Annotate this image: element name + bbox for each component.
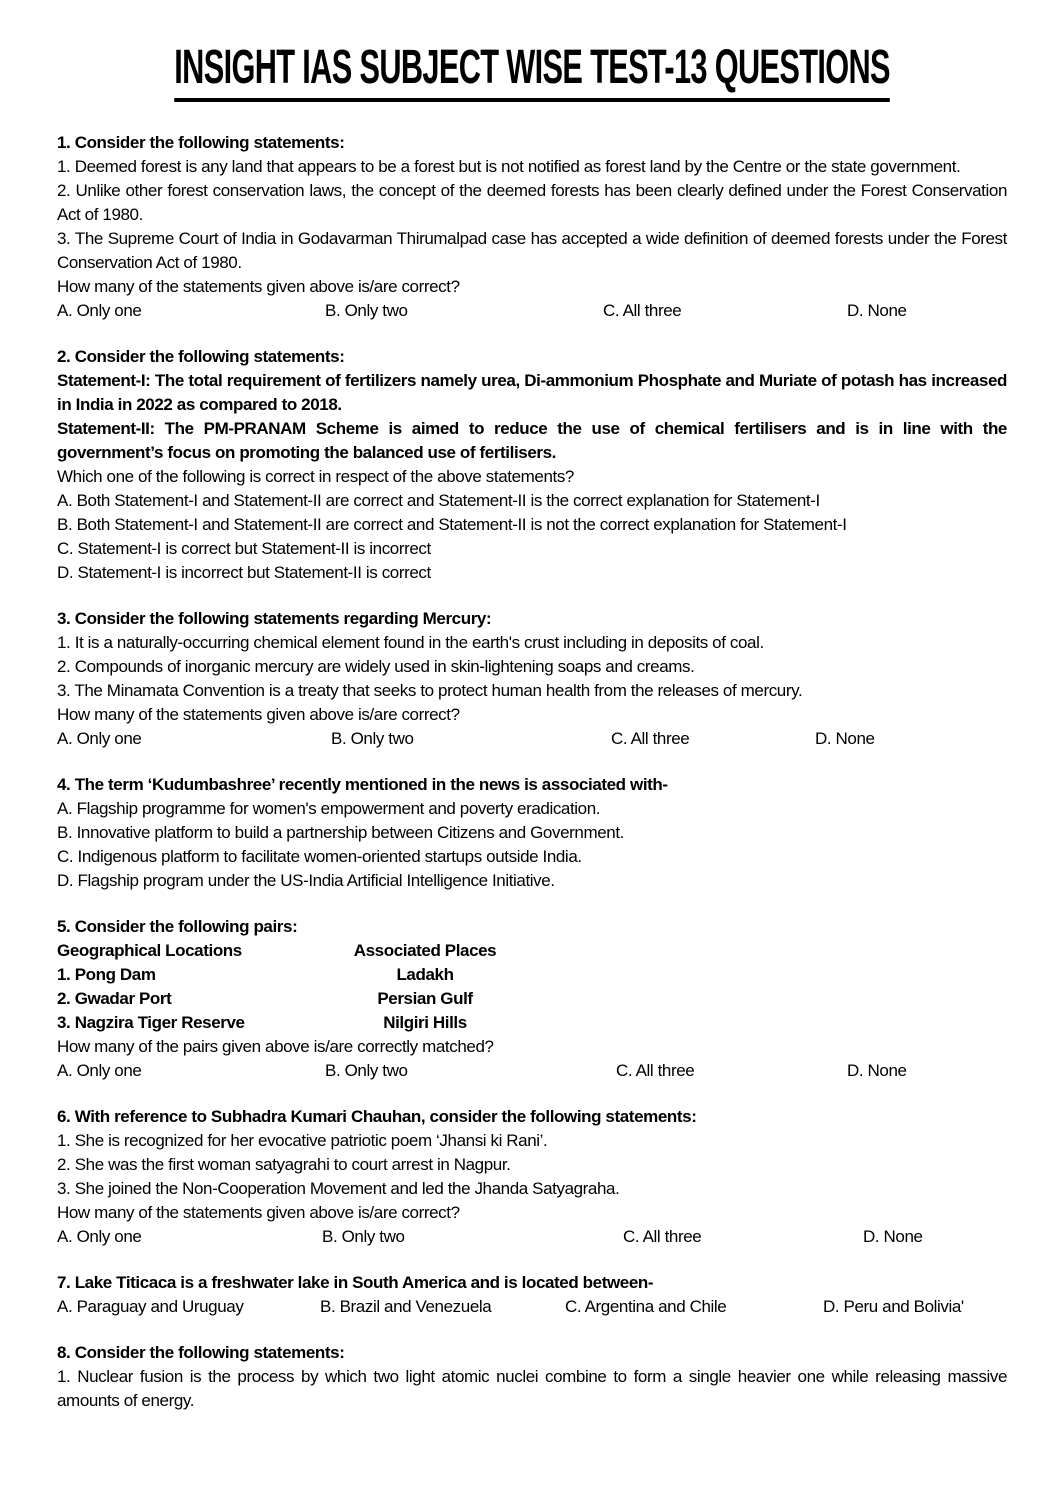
document-title: INSIGHT IAS SUBJECT WISE TEST-13 QUESTIONS (174, 44, 890, 102)
question-8 (57, 1341, 1007, 1413)
option-c: C. Argentina and Chile (565, 1297, 727, 1316)
option-a: A. Only one (57, 1227, 142, 1246)
statement: 1. Nuclear fusion is the process by which two light atomic nuclei combine to form a single heavier one while releasing massive amounts of energy. (57, 1367, 1007, 1410)
option-d: D. None (847, 1061, 907, 1080)
pair-left: 2. Gwadar Port (57, 989, 172, 1008)
pair-right: Persian Gulf (377, 989, 473, 1008)
option-b: B. Only two (325, 301, 408, 320)
question-3 (57, 607, 1007, 751)
option-a: A. Only one (57, 729, 142, 748)
statement: 3. She joined the Non-Cooperation Movement and led the Jhanda Satyagraha. (57, 1179, 620, 1198)
pair-right: Ladakh (396, 965, 454, 984)
option-d: D. Flagship program under the US-India Artificial Intelligence Initiative. (57, 871, 555, 890)
option-c: C. All three (623, 1227, 702, 1246)
pairs-header-row (57, 939, 1007, 963)
question-7 (57, 1271, 1007, 1319)
title-container (57, 41, 1007, 102)
pairs-row (57, 1011, 1007, 1035)
question-heading: 6. With reference to Subhadra Kumari Chauhan, consider the following statements: (57, 1107, 697, 1126)
question-heading: 1. Consider the following statements: (57, 133, 345, 152)
option-d: D. None (847, 301, 907, 320)
option-d: D. None (815, 729, 875, 748)
options-row (57, 299, 1007, 323)
question-heading: 7. Lake Titicaca is a freshwater lake in South America and is located between- (57, 1273, 654, 1292)
question-5 (57, 915, 1007, 1083)
statement: 3. The Supreme Court of India in Godavarman Thirumalpad case has accepted a wide definition of deemed forests under the Forest Conservation Act of 1980. (57, 229, 1007, 272)
statement: 3. The Minamata Convention is a treaty that seeks to protect human health from the releases of mercury. (57, 681, 803, 700)
option-d: D. Statement-I is incorrect but Statement-II is correct (57, 563, 431, 582)
option-a: A. Paraguay and Uruguay (57, 1297, 244, 1316)
question-1 (57, 131, 1007, 323)
statement: Statement-I: The total requirement of fertilizers namely urea, Di-ammonium Phosphate and Muriate of potash has increased in India in 2022 as compared to 2018. (57, 371, 1007, 414)
question-4 (57, 773, 1007, 893)
options-row (57, 1059, 1007, 1083)
statement: 1. She is recognized for her evocative patriotic poem ‘Jhansi ki Rani’. (57, 1131, 548, 1150)
options-row (57, 1225, 1007, 1249)
pairs-header-left: Geographical Locations (57, 941, 242, 960)
pairs-header-right: Associated Places (353, 941, 497, 960)
pairs-row (57, 987, 1007, 1011)
option-a: A. Only one (57, 301, 142, 320)
question-prompt: Which one of the following is correct in respect of the above statements? (57, 467, 574, 486)
question-heading: 3. Consider the following statements regarding Mercury: (57, 609, 492, 628)
option-c: C. Statement-I is correct but Statement-II is incorrect (57, 539, 431, 558)
option-d: D. None (863, 1227, 923, 1246)
pair-left: 3. Nagzira Tiger Reserve (57, 1013, 245, 1032)
statement: 1. Deemed forest is any land that appears to be a forest but is not notified as forest land by the Centre or the state government. (57, 157, 961, 176)
question-prompt: How many of the statements given above is/are correct? (57, 705, 460, 724)
statement: 2. Unlike other forest conservation laws, the concept of the deemed forests has been clearly defined under the Forest Conservation Act of 1980. (57, 181, 1007, 224)
pair-right: Nilgiri Hills (383, 1013, 467, 1032)
question-2 (57, 345, 1007, 585)
option-c: C. All three (603, 301, 682, 320)
option-c: C. All three (616, 1061, 695, 1080)
statement: Statement-II: The PM-PRANAM Scheme is aimed to reduce the use of chemical fertilisers and is in line with the government’s focus on promoting the balanced use of fertilisers. (57, 419, 1007, 462)
statement: 1. It is a naturally-occurring chemical element found in the earth's crust including in deposits of coal. (57, 633, 764, 652)
option-b: B. Innovative platform to build a partnership between Citizens and Government. (57, 823, 624, 842)
options-row (57, 727, 1007, 751)
question-heading: 4. The term ‘Kudumbashree’ recently mentioned in the news is associated with- (57, 775, 668, 794)
question-prompt: How many of the statements given above is/are correct? (57, 1203, 460, 1222)
question-prompt: How many of the pairs given above is/are correctly matched? (57, 1037, 494, 1056)
option-a: A. Only one (57, 1061, 142, 1080)
option-a: A. Flagship programme for women's empowerment and poverty eradication. (57, 799, 601, 818)
option-b: B. Only two (331, 729, 414, 748)
options-row (57, 1295, 1007, 1319)
question-heading: 5. Consider the following pairs: (57, 917, 298, 936)
option-b: B. Only two (325, 1061, 408, 1080)
option-b: B. Only two (322, 1227, 405, 1246)
question-prompt: How many of the statements given above is/are correct? (57, 277, 460, 296)
option-b: B. Brazil and Venezuela (320, 1297, 492, 1316)
option-c: C. Indigenous platform to facilitate women-oriented startups outside India. (57, 847, 582, 866)
option-c: C. All three (611, 729, 690, 748)
question-heading: 8. Consider the following statements: (57, 1343, 345, 1362)
question-6 (57, 1105, 1007, 1249)
option-b: B. Both Statement-I and Statement-II are correct and Statement-II is not the correct explanation for Statement-I (57, 515, 847, 534)
statement: 2. She was the first woman satyagrahi to court arrest in Nagpur. (57, 1155, 511, 1174)
question-heading: 2. Consider the following statements: (57, 347, 345, 366)
pair-left: 1. Pong Dam (57, 965, 156, 984)
option-d: D. Peru and Bolivia' (823, 1297, 964, 1316)
option-a: A. Both Statement-I and Statement-II are correct and Statement-II is the correct explanation for Statement-I (57, 491, 820, 510)
statement: 2. Compounds of inorganic mercury are widely used in skin-lightening soaps and creams. (57, 657, 695, 676)
pairs-row (57, 963, 1007, 987)
